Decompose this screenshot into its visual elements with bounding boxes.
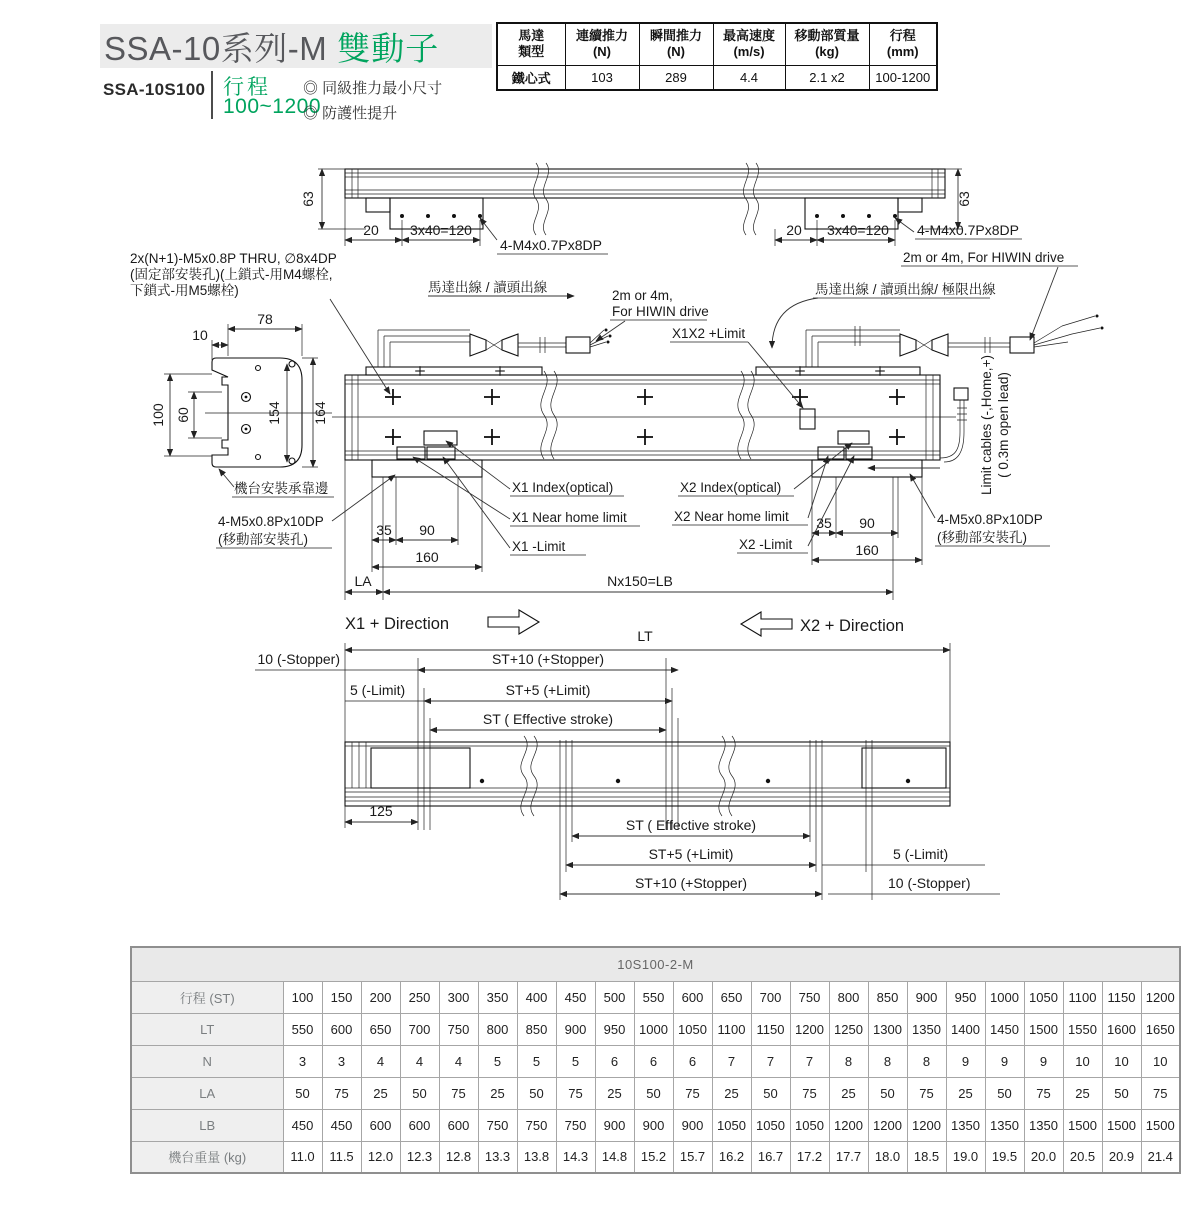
dim-cell: 75	[1024, 1077, 1063, 1109]
dim-cell: 4	[400, 1045, 439, 1077]
dim-cell: 14.8	[595, 1141, 634, 1173]
dim-table-row	[131, 1045, 1180, 1077]
dim-cell: 150	[322, 981, 361, 1013]
dim-cell: 600	[439, 1109, 478, 1141]
dim-cell: 100	[283, 981, 322, 1013]
dim-154: 154	[266, 401, 282, 425]
label-drive-left-2: For HIWIN drive	[612, 304, 709, 319]
spec-cell: 100-1200	[869, 65, 937, 90]
dim-63-right: 63	[956, 191, 972, 207]
dim-cell: 1400	[946, 1013, 985, 1045]
dim-cell: 450	[556, 981, 595, 1013]
dim-90-right: 90	[859, 515, 875, 531]
dim-cell: 600	[322, 1013, 361, 1045]
dim-pitch-left: 3x40=120	[410, 222, 472, 238]
label-x2-direction: X2 + Direction	[800, 617, 905, 635]
dim-cell: 14.3	[556, 1141, 595, 1173]
dim-cell: 1500	[1024, 1013, 1063, 1045]
dim-cell: 25	[1063, 1077, 1102, 1109]
dim-100: 100	[150, 403, 166, 427]
dim-cell: 1350	[907, 1013, 946, 1045]
dim-table-body	[131, 947, 1180, 1173]
dim-pitch-right: 3x40=120	[827, 222, 889, 238]
dim-cell: 900	[595, 1109, 634, 1141]
dim-164: 164	[312, 401, 328, 425]
dim-cell: 1100	[1063, 981, 1102, 1013]
dim-cell: 1650	[1141, 1013, 1180, 1045]
spec-column-header: 行程 (mm)	[869, 23, 937, 65]
dim-cell: 21.4	[1141, 1141, 1180, 1173]
dim-cell: 750	[517, 1109, 556, 1141]
dim-cell: 850	[517, 1013, 556, 1045]
dim-cell: 15.2	[634, 1141, 673, 1173]
dim-cell: 900	[634, 1109, 673, 1141]
dim-cell: 25	[361, 1077, 400, 1109]
dim-cell: 800	[478, 1013, 517, 1045]
dim-cell: 75	[556, 1077, 595, 1109]
dim-cell: 25	[946, 1077, 985, 1109]
dim-table-row	[131, 981, 1180, 1013]
page-title-accent: 雙動子	[337, 29, 440, 67]
dim-cell: 25	[829, 1077, 868, 1109]
dim-cell: 50	[400, 1077, 439, 1109]
dim-cell: 15.7	[673, 1141, 712, 1173]
engineering-drawing	[0, 148, 1181, 948]
dim-cell: 5	[478, 1045, 517, 1077]
dim-row-header: LT	[131, 1013, 283, 1045]
dim-cell: 4	[439, 1045, 478, 1077]
dim-cell: 1200	[907, 1109, 946, 1141]
dim-cell: 1050	[673, 1013, 712, 1045]
dim-cell: 20.9	[1102, 1141, 1141, 1173]
dim-cell: 1350	[1024, 1109, 1063, 1141]
dim-cell: 1200	[868, 1109, 907, 1141]
label-x1-direction: X1 + Direction	[345, 615, 450, 633]
dim-cell: 850	[868, 981, 907, 1013]
dim-table-title: 10S100-2-M	[131, 947, 1180, 981]
dim-row-header: 行程 (ST)	[131, 981, 283, 1013]
dim-cell: 6	[595, 1045, 634, 1077]
dim-cell: 400	[517, 981, 556, 1013]
title-strip	[100, 24, 492, 68]
spec-column-header: 最高速度 (m/s)	[713, 23, 785, 65]
spec-table-data-row	[497, 65, 937, 90]
dim-table-row	[131, 1109, 1180, 1141]
dim-cell: 3	[322, 1045, 361, 1077]
dim-90-left: 90	[419, 522, 435, 538]
dim-cell: 300	[439, 981, 478, 1013]
dim-cell: 75	[439, 1077, 478, 1109]
label-drive-right: 2m or 4m, For HIWIN drive	[903, 250, 1065, 265]
dim-cell: 750	[439, 1013, 478, 1045]
label-limit-cables-1: Limit cables (-,Home,+)	[979, 355, 994, 495]
dim-cell: 13.8	[517, 1141, 556, 1173]
dim-cell: 250	[400, 981, 439, 1013]
dim-cell: 16.7	[751, 1141, 790, 1173]
dim-cell: 75	[790, 1077, 829, 1109]
dim-cell: 11.0	[283, 1141, 322, 1173]
spec-column-header: 連續推力 (N)	[565, 23, 639, 65]
stroke-diagram	[255, 651, 1000, 900]
label-base-edge: 機台安裝承靠邊	[234, 481, 329, 496]
dim-cell: 10	[1141, 1045, 1180, 1077]
direction-labels	[345, 610, 950, 745]
dim-cell: 450	[283, 1109, 322, 1141]
top-view-drawing	[300, 163, 1022, 254]
dim-cell: 600	[400, 1109, 439, 1141]
dim-cell: 1000	[634, 1013, 673, 1045]
dim-cell: 550	[283, 1013, 322, 1045]
dim-cell: 750	[790, 981, 829, 1013]
label-carriage-hole-right-1: 4-M5x0.8Px10DP	[937, 512, 1043, 527]
label-limit-pos-bottom: ST+5 (+Limit)	[648, 846, 734, 862]
label-drive-left-1: 2m or 4m,	[612, 288, 673, 303]
dim-cell: 20.0	[1024, 1141, 1063, 1173]
dim-cell: 5	[517, 1045, 556, 1077]
dim-cell: 900	[907, 981, 946, 1013]
feature-bullet-2: ◎ 防護性提升	[303, 105, 398, 122]
dim-cell: 75	[907, 1077, 946, 1109]
spec-table	[496, 22, 938, 91]
dim-cell: 9	[985, 1045, 1024, 1077]
dim-cell: 6	[634, 1045, 673, 1077]
dim-cell: 25	[478, 1077, 517, 1109]
dim-cell: 8	[907, 1045, 946, 1077]
dim-20-left: 20	[363, 222, 379, 238]
dim-cell: 650	[361, 1013, 400, 1045]
label-x1-limit: X1 -Limit	[512, 539, 566, 554]
dim-cell: 50	[751, 1077, 790, 1109]
dim-60: 60	[175, 407, 191, 423]
dim-cell: 600	[361, 1109, 400, 1141]
dim-table-row	[131, 1141, 1180, 1173]
dim-cell: 900	[556, 1013, 595, 1045]
dim-cell: 1050	[790, 1109, 829, 1141]
dim-cell: 900	[673, 1109, 712, 1141]
dim-cell: 1200	[829, 1109, 868, 1141]
dim-cell: 19.5	[985, 1141, 1024, 1173]
dim-10: 10	[192, 327, 208, 343]
label-x1-index: X1 Index(optical)	[512, 480, 614, 495]
dim-cell: 9	[1024, 1045, 1063, 1077]
model-number: SSA-10S100	[103, 80, 206, 99]
dim-lb: Nx150=LB	[607, 573, 673, 589]
label-stopper-pos-bottom: ST+10 (+Stopper)	[634, 875, 748, 891]
spec-column-header: 馬達 類型	[497, 23, 565, 65]
dim-cell: 10	[1102, 1045, 1141, 1077]
dim-cell: 1150	[751, 1013, 790, 1045]
label-cable-left: 馬達出線 / 讀頭出線	[428, 280, 548, 295]
dim-cell: 25	[712, 1077, 751, 1109]
dim-row-header: N	[131, 1045, 283, 1077]
label-limit-neg-right: 5 (-Limit)	[893, 846, 949, 862]
dim-cell: 18.0	[868, 1141, 907, 1173]
dim-cell: 1600	[1102, 1013, 1141, 1045]
dim-cell: 13.3	[478, 1141, 517, 1173]
spec-cell: 4.4	[713, 65, 785, 90]
dim-cell: 19.0	[946, 1141, 985, 1173]
dim-cell: 600	[673, 981, 712, 1013]
spec-column-header: 移動部質量 (kg)	[785, 23, 869, 65]
dim-cell: 1350	[946, 1109, 985, 1141]
dim-cell: 7	[712, 1045, 751, 1077]
dim-cell: 950	[946, 981, 985, 1013]
spec-column-header: 瞬間推力 (N)	[639, 23, 713, 65]
dim-cell: 1350	[985, 1109, 1024, 1141]
dim-cell: 1250	[829, 1013, 868, 1045]
dim-cell: 450	[322, 1109, 361, 1141]
feature-bullet-1: ◎ 同級推力最小尺寸	[303, 80, 443, 97]
label-limit-cables-2: ( 0.3m open lead)	[996, 372, 1011, 478]
dim-63-left: 63	[300, 191, 316, 207]
hole-label-left: 4-M4x0.7Px8DP	[500, 237, 602, 253]
dim-cell: 17.2	[790, 1141, 829, 1173]
dim-cell: 200	[361, 981, 400, 1013]
dim-cell: 700	[400, 1013, 439, 1045]
stroke-label: 行程	[223, 76, 271, 99]
dim-cell: 700	[751, 981, 790, 1013]
dim-cell: 50	[868, 1077, 907, 1109]
dim-cell: 50	[985, 1077, 1024, 1109]
dim-cell: 1200	[1141, 981, 1180, 1013]
header-divider	[211, 71, 213, 119]
label-carriage-hole-right-2: (移動部安裝孔)	[937, 530, 1027, 545]
dim-20-right: 20	[786, 222, 802, 238]
hole-label-right: 4-M4x0.7Px8DP	[917, 222, 1019, 238]
dim-row-header: LA	[131, 1077, 283, 1109]
label-limit-neg-left: 5 (-Limit)	[350, 682, 406, 698]
dim-cell: 9	[946, 1045, 985, 1077]
spec-cell: 289	[639, 65, 713, 90]
note-fixing-1: 2x(N+1)-M5x0.8P THRU, ∅8x4DP	[130, 251, 337, 266]
dim-cell: 20.5	[1063, 1141, 1102, 1173]
label-effective-bottom: ST ( Effective stroke)	[625, 817, 757, 833]
label-x2-home: X2 Near home limit	[674, 509, 789, 524]
dim-cell: 750	[556, 1109, 595, 1141]
dim-lt: LT	[637, 628, 653, 644]
dim-cell: 12.8	[439, 1141, 478, 1173]
dim-la: LA	[354, 573, 372, 589]
dim-125: 125	[369, 803, 393, 819]
dim-cell: 1500	[1141, 1109, 1180, 1141]
label-stopper-pos-top: ST+10 (+Stopper)	[491, 651, 605, 667]
dim-cell: 1050	[712, 1109, 751, 1141]
dim-cell: 50	[517, 1077, 556, 1109]
dim-cell: 950	[595, 1013, 634, 1045]
dim-cell: 12.0	[361, 1141, 400, 1173]
stroke-range: 100~1200	[223, 95, 322, 118]
dim-cell: 11.5	[322, 1141, 361, 1173]
spec-table-header-row	[497, 23, 937, 65]
label-x1-home: X1 Near home limit	[512, 510, 627, 525]
dim-cell: 50	[283, 1077, 322, 1109]
dim-table-title-row	[131, 947, 1180, 981]
dimension-table	[130, 946, 1181, 1174]
note-fixing-3: 下鎖式-用M5螺栓)	[130, 283, 239, 298]
dim-cell: 3	[283, 1045, 322, 1077]
label-carriage-hole-left-1: 4-M5x0.8Px10DP	[218, 514, 324, 529]
dim-cell: 7	[751, 1045, 790, 1077]
dim-cell: 1150	[1102, 981, 1141, 1013]
dim-cell: 7	[790, 1045, 829, 1077]
dim-row-header: LB	[131, 1109, 283, 1141]
note-fixing-2: (固定部安裝孔)(上鎖式-用M4螺栓,	[130, 267, 333, 282]
spec-cell: 2.1 x2	[785, 65, 869, 90]
dim-cell: 50	[1102, 1077, 1141, 1109]
label-x1x2-limit: X1X2 +Limit	[672, 326, 746, 341]
spec-cell: 鐵心式	[497, 65, 565, 90]
dim-cell: 8	[829, 1045, 868, 1077]
label-carriage-hole-left-2: (移動部安裝孔)	[218, 532, 308, 547]
dim-cell: 25	[595, 1077, 634, 1109]
dim-cell: 1500	[1102, 1109, 1141, 1141]
dim-cell: 8	[868, 1045, 907, 1077]
dim-cell: 50	[634, 1077, 673, 1109]
dim-cell: 1300	[868, 1013, 907, 1045]
label-effective-top: ST ( Effective stroke)	[482, 711, 614, 727]
dim-cell: 12.3	[400, 1141, 439, 1173]
dim-cell: 1100	[712, 1013, 751, 1045]
dim-cell: 750	[478, 1109, 517, 1141]
dim-cell: 1500	[1063, 1109, 1102, 1141]
dim-cell: 1550	[1063, 1013, 1102, 1045]
dim-table-row	[131, 1013, 1180, 1045]
dim-160-right: 160	[855, 542, 879, 558]
dim-cell: 75	[673, 1077, 712, 1109]
dim-cell: 5	[556, 1045, 595, 1077]
dim-cell: 18.5	[907, 1141, 946, 1173]
label-cable-right: 馬達出線 / 讀頭出線/ 極限出線	[815, 282, 996, 297]
dim-cell: 1450	[985, 1013, 1024, 1045]
dim-cell: 350	[478, 981, 517, 1013]
dim-cell: 1200	[790, 1013, 829, 1045]
dim-35-left: 35	[376, 522, 392, 538]
dim-cell: 75	[1141, 1077, 1180, 1109]
dim-cell: 1050	[1024, 981, 1063, 1013]
cross-section-drawing	[150, 311, 334, 497]
label-stopper-neg-right: 10 (-Stopper)	[888, 875, 971, 891]
label-stopper-neg-left: 10 (-Stopper)	[257, 651, 340, 667]
label-limit-pos-top: ST+5 (+Limit)	[505, 682, 591, 698]
dim-78: 78	[257, 311, 273, 327]
dim-cell: 800	[829, 981, 868, 1013]
dim-cell: 650	[712, 981, 751, 1013]
label-x2-index: X2 Index(optical)	[680, 480, 782, 495]
dim-cell: 6	[673, 1045, 712, 1077]
dim-cell: 17.7	[829, 1141, 868, 1173]
spec-cell: 103	[565, 65, 639, 90]
dim-table-row	[131, 1077, 1180, 1109]
dim-cell: 4	[361, 1045, 400, 1077]
dim-cell: 16.2	[712, 1141, 751, 1173]
dim-cell: 1050	[751, 1109, 790, 1141]
dim-35-right: 35	[816, 515, 832, 531]
dim-160-left: 160	[415, 549, 439, 565]
dim-cell: 10	[1063, 1045, 1102, 1077]
dim-row-header: 機台重量 (kg)	[131, 1141, 283, 1173]
dim-cell: 75	[322, 1077, 361, 1109]
dim-cell: 550	[634, 981, 673, 1013]
dim-cell: 500	[595, 981, 634, 1013]
page-title: SSA-10系列-M	[104, 29, 328, 67]
label-x2-limit: X2 -Limit	[739, 537, 793, 552]
dim-cell: 1000	[985, 981, 1024, 1013]
